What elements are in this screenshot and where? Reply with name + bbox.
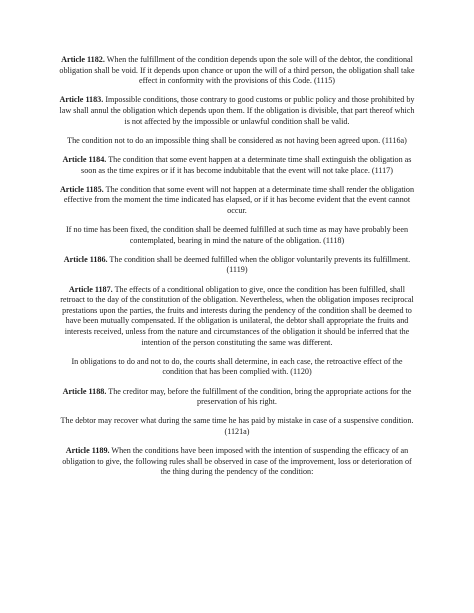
article-label: Article 1189. xyxy=(65,446,110,456)
paragraph-text: The condition shall be deemed fulfilled when the obligor voluntarily prevents its fulfillment. (1119) xyxy=(107,254,411,275)
article-label: Article 1187. xyxy=(68,284,113,294)
paragraph-1185-continued xyxy=(57,225,417,246)
paragraph-text: The debtor may recover what during the same time he has paid by mistake in case of a suspensive condition. (1121a) xyxy=(60,416,414,436)
paragraph-1183-continued xyxy=(57,136,417,147)
paragraph-article-1185 xyxy=(57,185,417,217)
article-label: Article 1183. xyxy=(59,95,104,105)
paragraph-1188-continued xyxy=(57,416,417,437)
document-body xyxy=(57,55,417,487)
paragraph-1187-continued xyxy=(57,357,417,378)
paragraph-article-1182 xyxy=(57,55,417,87)
paragraph-article-1186 xyxy=(57,255,417,276)
article-label: Article 1186. xyxy=(63,254,108,264)
paragraph-text: In obligations to do and not to do, the courts shall determine, in each case, the retroactive effect of the condition that has been complied with. (1120) xyxy=(71,356,403,377)
paragraph-text: When the conditions have been imposed with the intention of suspending the efficacy of an obligation to give, the following rules shall be observed in case of the improvement, loss or deterioration of the thing during the pendency of the condition: xyxy=(62,446,412,477)
article-label: Article 1188. xyxy=(62,386,107,396)
paragraph-article-1188 xyxy=(57,387,417,408)
paragraph-text: If no time has been fixed, the condition shall be deemed fulfilled at such time as may have probably been contemplated, bearing in mind the nature of the obligation. (1118) xyxy=(65,225,409,245)
article-label: Article 1182. xyxy=(61,55,105,64)
paragraph-text: The condition that some event will not happen at a determinate time shall render the obligation effective from the moment the time indicated has elapsed, or if it has become evident that the event cannot occur. xyxy=(63,184,415,215)
article-label: Article 1184. xyxy=(62,154,107,164)
paragraph-article-1187 xyxy=(57,285,417,349)
paragraph-article-1184 xyxy=(57,155,417,176)
paragraph-article-1183 xyxy=(57,95,417,127)
paragraph-text: Impossible conditions, those contrary to good customs or public policy and those prohibited by law shall annul the obligation which depends upon them. If the obligation is divisible, that part thereof which is not affected by the impossible or unlawful condition shall be valid. xyxy=(59,95,415,126)
paragraph-text: The condition not to do an impossible thing shall be considered as not having been agreed upon. (1116a) xyxy=(67,135,407,145)
paragraph-text: The effects of a conditional obligation to give, once the condition has been fulfilled, shall retroact to the day of the constitution of the obligation. Nevertheless, when the obligation imposes reciprocal prestations upon the parties, the fruits and interests during the pendency of the condition shall be deemed to have been mutually compensated. If the obligation is unilateral, the debtor shall appropriate the fruits and interests received, unless from the nature and circumstances of the obligation it should be inferred that the intention of the person constituting the same was different. xyxy=(60,284,414,347)
article-label: Article 1185. xyxy=(59,184,104,194)
paragraph-text: When the fulfillment of the condition depends upon the sole will of the debtor, the conditional obligation shall be void. If it depends upon chance or upon the will of a third person, the obligation shall take effect in conformity with the provisions of this Code. (1115) xyxy=(59,55,415,86)
paragraph-text: The condition that some event happen at a determinate time shall extinguish the obligation as soon as the time expires or if it has become indubitable that the event will not take place. (1117) xyxy=(81,154,412,175)
paragraph-article-1189 xyxy=(57,446,417,478)
paragraph-text: The creditor may, before the fulfillment of the condition, bring the appropriate actions for the preservation of his right. xyxy=(106,386,412,407)
